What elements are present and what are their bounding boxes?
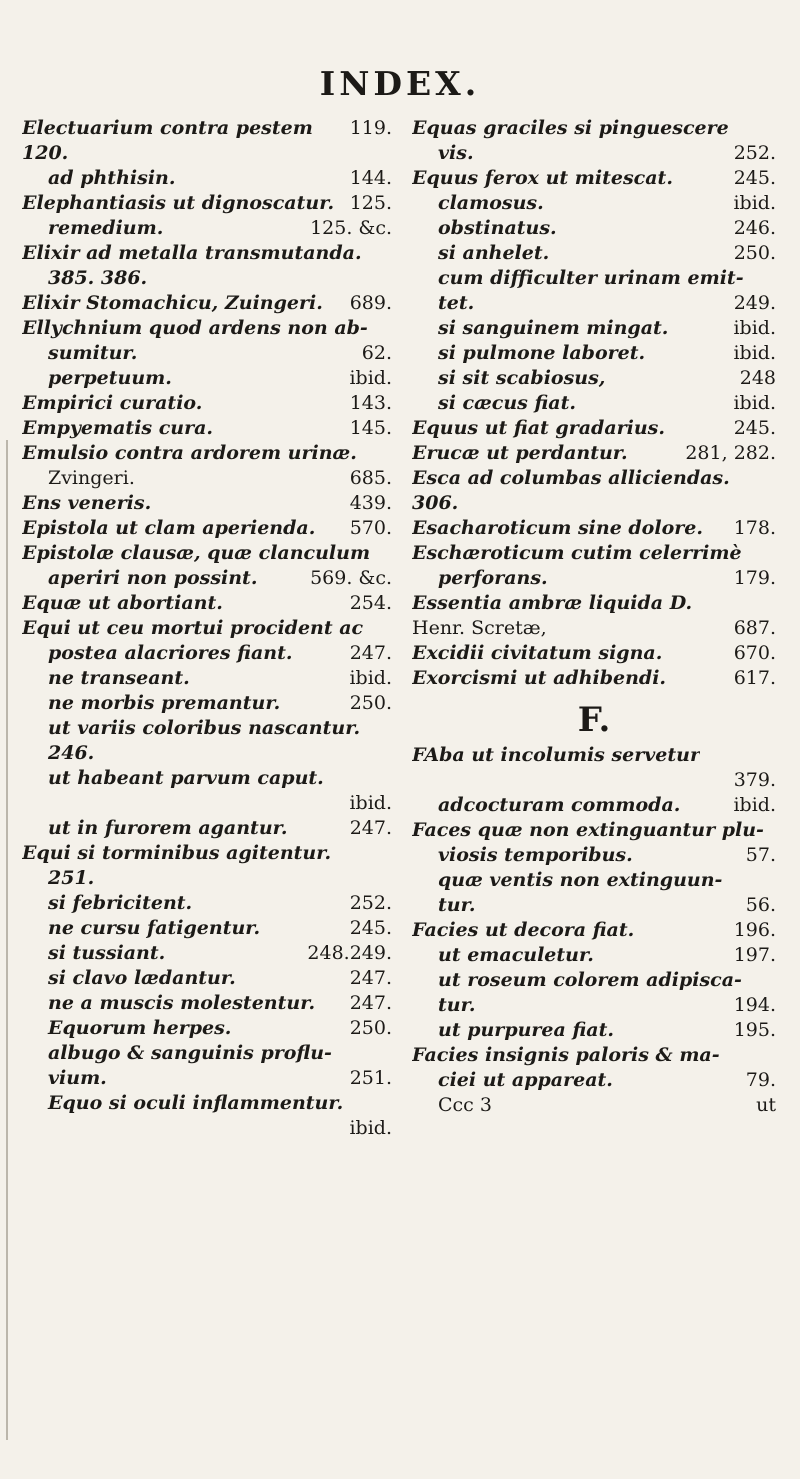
index-entry bbox=[412, 666, 776, 691]
entry-page: ibid. bbox=[349, 1117, 392, 1139]
index-entry bbox=[22, 1066, 392, 1091]
entry-term: Equo si oculi inflammentur. bbox=[48, 1092, 344, 1114]
entry-term: ne cursu fatigentur. bbox=[48, 917, 261, 939]
entry-term: ne transeant. bbox=[48, 667, 190, 689]
entry-term: ut roseum colorem adipisca- bbox=[438, 969, 742, 991]
entry-term: ne morbis premantur. bbox=[48, 692, 281, 714]
entry-term: Equorum herpes. bbox=[48, 1017, 232, 1039]
index-entry bbox=[412, 141, 776, 166]
entry-term: quæ ventis non extinguun- bbox=[438, 869, 723, 891]
index-entry bbox=[412, 391, 776, 416]
entry-page: ibid. bbox=[733, 392, 776, 414]
entry-term: 246. bbox=[48, 742, 95, 764]
entry-term: Equi si torminibus agitentur. bbox=[22, 842, 332, 864]
entry-term: Eschæroticum cutim celerrimè bbox=[412, 542, 742, 564]
gutter-shadow bbox=[6, 440, 8, 1440]
index-entry bbox=[412, 516, 776, 541]
entry-term: viosis temporibus. bbox=[438, 844, 633, 866]
entry-term: si tussiant. bbox=[48, 942, 166, 964]
index-entry bbox=[22, 216, 392, 241]
entry-page: 250. bbox=[733, 242, 776, 264]
right-entries-e bbox=[412, 116, 776, 691]
index-entry bbox=[22, 566, 392, 591]
entry-term: tur. bbox=[438, 894, 476, 916]
entry-term: si febricitent. bbox=[48, 892, 193, 914]
entry-term: ut purpurea fiat. bbox=[438, 1019, 614, 1041]
index-entry bbox=[22, 966, 392, 991]
entry-page: 247. bbox=[349, 967, 392, 989]
index-entry bbox=[22, 191, 392, 216]
entry-page: ibid. bbox=[733, 794, 776, 816]
index-entry bbox=[22, 741, 392, 766]
entry-term: Essentia ambræ liquida D. bbox=[412, 592, 693, 614]
entry-page: 689. bbox=[349, 292, 392, 314]
index-entry bbox=[412, 416, 776, 441]
index-entry bbox=[412, 441, 776, 466]
entry-term: Erucæ ut perdantur. bbox=[412, 442, 628, 464]
index-entry bbox=[22, 1116, 392, 1141]
index-entry bbox=[412, 743, 776, 768]
entry-term: si anhelet. bbox=[438, 242, 550, 264]
entry-page: 569. &c. bbox=[310, 567, 392, 589]
index-entry bbox=[22, 791, 392, 816]
index-entry bbox=[22, 516, 392, 541]
index-entry bbox=[412, 1018, 776, 1043]
index-entry bbox=[22, 616, 392, 641]
entry-term: perpetuum. bbox=[48, 367, 172, 389]
entry-term: ad phthisin. bbox=[48, 167, 176, 189]
entry-term: ne a muscis molestentur. bbox=[48, 992, 316, 1014]
entry-page: 245. bbox=[733, 417, 776, 439]
entry-page: 685. bbox=[349, 467, 392, 489]
entry-term: si pulmone laboret. bbox=[438, 342, 646, 364]
entry-page: 144. bbox=[349, 167, 392, 189]
index-entry bbox=[412, 843, 776, 868]
entry-page: ibid. bbox=[733, 342, 776, 364]
entry-page: 281, 282. bbox=[685, 442, 776, 464]
index-entry bbox=[22, 541, 392, 566]
entry-term: Epistola ut clam aperienda. bbox=[22, 517, 316, 539]
index-entry bbox=[22, 441, 392, 466]
entry-term: ut in furorem agantur. bbox=[48, 817, 288, 839]
entry-page: 245. bbox=[349, 917, 392, 939]
entry-term: ciei ut appareat. bbox=[438, 1069, 613, 1091]
entry-page: 179. bbox=[733, 567, 776, 589]
entry-page: 687. bbox=[733, 617, 776, 639]
index-entry bbox=[22, 666, 392, 691]
entry-term: ut emaculetur. bbox=[438, 944, 594, 966]
entry-term: albugo & sanguinis proflu- bbox=[48, 1042, 332, 1064]
entry-page: 245. bbox=[733, 167, 776, 189]
entry-term: Ellychnium quod ardens non ab- bbox=[22, 317, 368, 339]
index-entry bbox=[412, 341, 776, 366]
entry-page: 250. bbox=[349, 692, 392, 714]
index-entry bbox=[22, 466, 392, 491]
index-entry bbox=[412, 818, 776, 843]
entry-term: Exorcismi ut adhibendi. bbox=[412, 667, 667, 689]
index-entry bbox=[412, 893, 776, 918]
index-entry bbox=[412, 993, 776, 1018]
index-entry bbox=[22, 641, 392, 666]
entry-term: cum difficulter urinam emit- bbox=[438, 267, 744, 289]
index-entry bbox=[412, 366, 776, 391]
index-entry bbox=[22, 1091, 392, 1116]
entry-term: Equus ferox ut mitescat. bbox=[412, 167, 673, 189]
index-entry bbox=[412, 1043, 776, 1068]
entry-term: 120. bbox=[22, 142, 69, 164]
index-entry bbox=[412, 541, 776, 566]
index-entry bbox=[412, 566, 776, 591]
entry-term: Ccc 3 bbox=[438, 1094, 492, 1116]
index-entry bbox=[22, 416, 392, 441]
entry-term: tet. bbox=[438, 292, 475, 314]
index-entry bbox=[412, 266, 776, 291]
entry-term: tur. bbox=[438, 994, 476, 1016]
entry-term: perforans. bbox=[438, 567, 548, 589]
index-entry bbox=[412, 291, 776, 316]
index-entry bbox=[412, 491, 776, 516]
index-entry bbox=[22, 716, 392, 741]
entry-page: 178. bbox=[733, 517, 776, 539]
index-entry bbox=[412, 466, 776, 491]
index-entry bbox=[412, 868, 776, 893]
entry-term: adcocturam commoda. bbox=[438, 794, 681, 816]
index-entry bbox=[412, 316, 776, 341]
entry-term: Henr. Scretæ, bbox=[412, 617, 547, 639]
entry-page: ibid. bbox=[733, 317, 776, 339]
index-entry bbox=[22, 1041, 392, 1066]
entry-page: 247. bbox=[349, 817, 392, 839]
index-entry bbox=[412, 216, 776, 241]
index-entry bbox=[412, 768, 776, 793]
entry-page: ut bbox=[756, 1094, 776, 1116]
index-entry bbox=[22, 991, 392, 1016]
entry-term: Facies ut decora fiat. bbox=[412, 919, 635, 941]
entry-term: Facies insignis paloris & ma- bbox=[412, 1044, 720, 1066]
section-letter: F. bbox=[577, 700, 611, 740]
entry-term: Elixir ad metalla transmutanda. bbox=[22, 242, 362, 264]
entry-page: 617. bbox=[733, 667, 776, 689]
entry-page: 194. bbox=[733, 994, 776, 1016]
entry-page: 248 bbox=[739, 367, 776, 389]
entry-term: Zvingeri. bbox=[48, 467, 135, 489]
entry-term: Elixir Stomachicu, Zuingeri. bbox=[22, 292, 323, 314]
entry-term: Esca ad columbas alliciendas. bbox=[412, 467, 730, 489]
entry-term: 306. bbox=[412, 492, 459, 514]
entry-term: ut habeant parvum caput. bbox=[48, 767, 324, 789]
entry-term: Faces quæ non extinguantur plu- bbox=[412, 819, 764, 841]
entry-term: aperiri non possint. bbox=[48, 567, 258, 589]
entry-term: Esacharoticum sine dolore. bbox=[412, 517, 703, 539]
index-entry bbox=[22, 166, 392, 191]
entry-page: 254. bbox=[349, 592, 392, 614]
index-entry bbox=[22, 691, 392, 716]
entry-page: ibid. bbox=[349, 367, 392, 389]
entry-term: si sanguinem mingat. bbox=[438, 317, 669, 339]
entry-term: Excidii civitatum signa. bbox=[412, 642, 663, 664]
entry-term: FAba ut incolumis servetur bbox=[412, 744, 700, 766]
entry-page: 248.249. bbox=[307, 942, 392, 964]
entry-page: 246. bbox=[733, 217, 776, 239]
index-entry bbox=[412, 943, 776, 968]
index-entry bbox=[22, 941, 392, 966]
entry-page: ibid. bbox=[349, 667, 392, 689]
entry-page: 252. bbox=[733, 142, 776, 164]
entry-term: obstinatus. bbox=[438, 217, 557, 239]
entry-page: 197. bbox=[733, 944, 776, 966]
index-entry bbox=[412, 793, 776, 818]
index-entry bbox=[22, 366, 392, 391]
entry-term: 385. 386. bbox=[48, 267, 148, 289]
entry-page: ibid. bbox=[733, 192, 776, 214]
entry-page: 125. bbox=[349, 192, 392, 214]
left-column bbox=[22, 116, 392, 1141]
entry-page: 250. bbox=[349, 1017, 392, 1039]
entry-page: 57. bbox=[745, 844, 776, 866]
index-entry bbox=[22, 341, 392, 366]
entry-term: remedium. bbox=[48, 217, 164, 239]
index-entry bbox=[22, 266, 392, 291]
entry-page: 196. bbox=[733, 919, 776, 941]
entry-page: 145. bbox=[349, 417, 392, 439]
entry-page: 143. bbox=[349, 392, 392, 414]
index-entry bbox=[412, 241, 776, 266]
entry-term: Ens veneris. bbox=[22, 492, 152, 514]
index-entry bbox=[412, 918, 776, 943]
index-entry bbox=[22, 291, 392, 316]
index-entry bbox=[22, 391, 392, 416]
index-entry bbox=[22, 866, 392, 891]
entry-page: ibid. bbox=[349, 792, 392, 814]
index-entry bbox=[22, 816, 392, 841]
index-entry bbox=[22, 841, 392, 866]
index-entry bbox=[412, 166, 776, 191]
entry-term: ut variis coloribus nascantur. bbox=[48, 717, 361, 739]
entry-page: 379. bbox=[733, 769, 776, 791]
right-entries-f bbox=[412, 743, 776, 1118]
index-entry bbox=[22, 916, 392, 941]
entry-term: si sit scabiosus, bbox=[438, 367, 606, 389]
index-entry bbox=[22, 766, 392, 791]
entry-term: Equas graciles si pinguescere bbox=[412, 117, 729, 139]
entry-page: 251. bbox=[349, 1067, 392, 1089]
index-entry bbox=[412, 1068, 776, 1093]
index-entry bbox=[22, 316, 392, 341]
entry-term: Equæ ut abortiant. bbox=[22, 592, 223, 614]
index-entry bbox=[22, 1016, 392, 1041]
entry-page: 125. &c. bbox=[310, 217, 392, 239]
page-title: INDEX. bbox=[319, 64, 481, 103]
entry-term: Epistolæ clausæ, quæ clanculum bbox=[22, 542, 371, 564]
entry-page: 62. bbox=[361, 342, 392, 364]
index-entry bbox=[412, 641, 776, 666]
index-entry bbox=[412, 968, 776, 993]
entry-page: 79. bbox=[745, 1069, 776, 1091]
index-entry bbox=[22, 116, 392, 141]
index-entry bbox=[412, 1093, 776, 1118]
entry-term: 251. bbox=[48, 867, 95, 889]
index-entry bbox=[412, 191, 776, 216]
index-entry bbox=[22, 891, 392, 916]
index-entry bbox=[22, 491, 392, 516]
entry-term: Elephantiasis ut dignoscatur. bbox=[22, 192, 335, 214]
entry-page: 195. bbox=[733, 1019, 776, 1041]
entry-term: si cæcus fiat. bbox=[438, 392, 577, 414]
index-entry bbox=[22, 141, 392, 166]
entry-term: postea alacriores fiant. bbox=[48, 642, 293, 664]
entry-term: si clavo lædantur. bbox=[48, 967, 236, 989]
index-entry bbox=[412, 591, 776, 616]
entry-term: Empyematis cura. bbox=[22, 417, 214, 439]
right-column bbox=[412, 116, 776, 1118]
index-entry bbox=[412, 616, 776, 641]
entry-term: vis. bbox=[438, 142, 474, 164]
entry-page: 439. bbox=[349, 492, 392, 514]
entry-page: 56. bbox=[745, 894, 776, 916]
index-entry bbox=[412, 116, 776, 141]
entry-page: 119. bbox=[349, 117, 392, 139]
entry-term: sumitur. bbox=[48, 342, 138, 364]
entry-page: 570. bbox=[349, 517, 392, 539]
entry-page: 249. bbox=[733, 292, 776, 314]
entry-term: clamosus. bbox=[438, 192, 544, 214]
entry-term: vium. bbox=[48, 1067, 107, 1089]
index-entry bbox=[22, 591, 392, 616]
index-entry bbox=[22, 241, 392, 266]
entry-term: Equi ut ceu mortui procident ac bbox=[22, 617, 364, 639]
entry-page: 252. bbox=[349, 892, 392, 914]
entry-page: 247. bbox=[349, 992, 392, 1014]
entry-term: Empirici curatio. bbox=[22, 392, 203, 414]
entry-term: Electuarium contra pestem bbox=[22, 117, 313, 139]
entry-term: Equus ut fiat gradarius. bbox=[412, 417, 665, 439]
entry-page: 670. bbox=[733, 642, 776, 664]
entry-term: Emulsio contra ardorem urinæ. bbox=[22, 442, 357, 464]
entry-page: 247. bbox=[349, 642, 392, 664]
